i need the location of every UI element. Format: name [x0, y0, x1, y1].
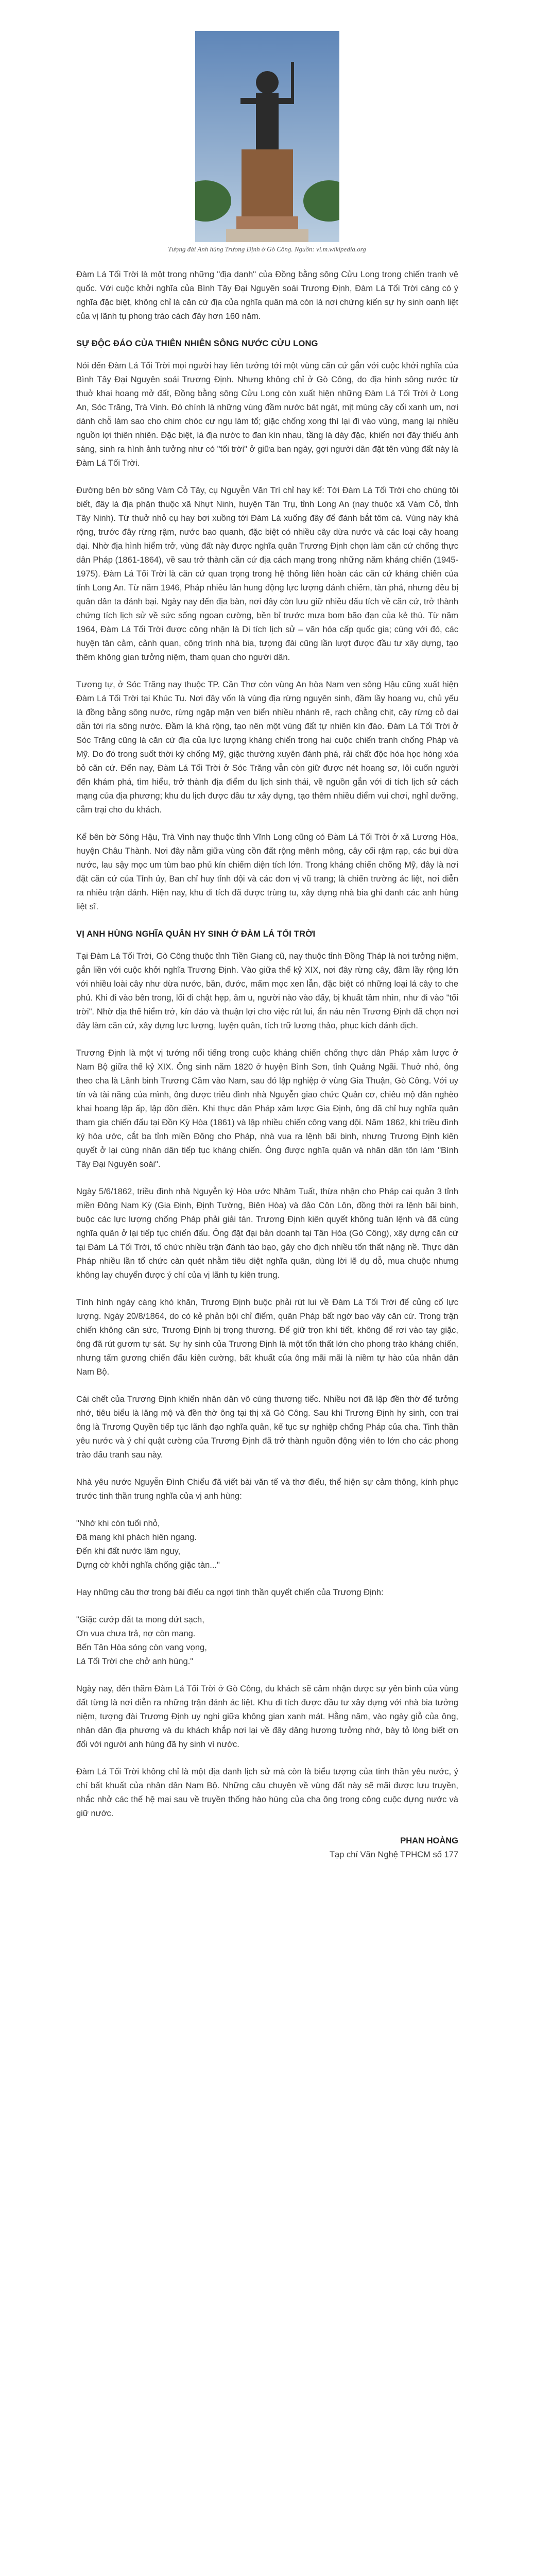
paragraph: Trương Định là một vị tướng nổi tiếng trong cuộc kháng chiến chống thực dân Pháp xâm lược ở Nam Bộ giữa thế kỷ XIX. Ông sinh năm 1820 ở huyện Bình Sơn, tỉnh Quảng Ngãi. Thuở nhỏ, ông theo cha là Lãnh binh Trương Cầm vào Nam, sau đó lập nghiệp ở vùng Gia Thuận, Gò Công. Với uy tín và tài năng của mình, ông được triều đình nhà Nguyễn giao chức Quản cơ, chiêu mộ dân nghèo khai hoang lập ấp, lập đồn điền. Khi thực dân Pháp xâm lược Gia Định, ông đã chỉ huy nghĩa quân tham gia chiến đấu tại Đồn Kỳ Hòa (1861) và lập nhiều chiến công vang dội. Năm 1862, khi triều đình ký hòa ước, cắt ba tỉnh miền Đông cho Pháp, nhà vua ra lệnh bãi binh, nhưng Trương Định kiên quyết ở lại cùng nhân dân tiếp tục kháng chiến. Ông được nghĩa quân và nhân dân tôn làm "Bình Tây Đại Nguyên soái". — [76, 1048, 458, 1169]
paragraph: Nói đến Đàm Lá Tối Trời mọi người hay liên tưởng tới một vùng căn cứ gắn với cuộc khởi nghĩa của Bình Tây Đại Nguyên soái Trương Định. Nhưng không chỉ ở Gò Công, do địa hình sông nước từ thuở khai hoang mở đất, Đồng bằng sông Cửu Long còn xuất hiện những Đàm Lá Tối Trời ở Long An, Sóc Trăng, Trà Vinh. Đó chính là những vùng đầm nước bát ngát, mịt mùng cây cối xanh um, nơi dành chỗ làm sao cho chim chóc cư ngụ làm tổ; giặc chống xong thì lại đi vào vùng, mang lại nhiều nguồn lợi thiên nhiên. Đặc biệt, là địa nước to đan kín nhau, tầng lá dày đặc, khiến nơi đây thiếu ánh sáng, sinh ra hình ảnh tưởng như có "tối trời" ở giữa ban ngày, gợi người dân đặt tên vùng đất này là Đàm Lá Tối Trời. — [76, 361, 458, 468]
poem-line: Bến Tân Hòa sóng còn vang vọng, — [76, 1643, 207, 1652]
poem-line: "Nhớ khi còn tuổi nhỏ, — [76, 1519, 160, 1528]
paragraph: Ngày nay, đến thăm Đàm Lá Tối Trời ở Gò Công, du khách sẽ cảm nhận được sự yên bình của vùng đất từng là nơi diễn ra những trận đánh ác liệt. Khu di tích được đầu tư xây dựng với nhà bia tưởng niệm, tượng đài Trương Định uy nghi giữa không gian xanh mát. Hằng năm, vào ngày giỗ của ông, nhân dân địa phương và du khách khắp nơi lại về đây dâng hương tưởng nhớ, bày tỏ lòng biết ơn đối với người anh hùng đã hy sinh vì nước. — [76, 1684, 458, 1749]
quote-intro: Nhà yêu nước Nguyễn Đình Chiểu đã viết bài văn tế và thơ điếu, thể hiện sự cảm thông, kính phục trước tinh thần trung nghĩa của vị anh hùng: — [76, 1478, 458, 1501]
statue-image — [195, 31, 339, 242]
statue-illustration — [195, 31, 339, 242]
author-signature — [76, 1834, 458, 1862]
paragraph: Đường bên bờ sông Vàm Cỏ Tây, cụ Nguyễn Văn Trí chỉ hay kể: Tới Đàm Lá Tối Trời cho chúng tôi biết, đây là địa phận thuộc xã Nhựt Ninh, huyện Tân Trụ, tỉnh Long An (nay thuộc xã Vàm Cỏ, tỉnh Tây Ninh). Từ thuở nhỏ cụ hay bơi xuồng tới Đàm Lá xuống đây để đánh bắt tôm cá. Vùng này khá rộng, trước đây rừng rậm, nước bao quanh, đặc biệt có nhiều cây dừa nước và các loại cây hoang dại. Nhờ địa hình hiểm trở, vùng đất này được nghĩa quân Trương Định chọn làm căn cứ chống thực dân Pháp (1861-1864), về sau trở thành căn cứ địa cách mạng trong những năm kháng chiến (1945-1975). Đàm Lá Tối Trời là căn cứ quan trọng trong hệ thống liên hoàn các căn cứ kháng chiến của tỉnh Long An. Từ năm 1946, Pháp nhiều lần hung động lực lượng đánh chiếm, tàn phá, nhưng đều bị quân dân ta đánh bại. Ngày nay đến địa bàn, nơi đây còn lưu giữ nhiều dấu tích về căn cứ, trở thành chứng tích lịch sử về sức sống ngoan cường, bền bỉ trước mưa bom bão đạn của kẻ thù. Từ năm 1964, Đàm Lá Tối Trời được công nhận là Di tích lịch sử – văn hóa cấp quốc gia; cùng với đó, các huyện tân cảm, cảnh quan, công trình nhà bia, tượng đài cũng lần lượt được đầu tư xây dựng, tạo thêm không gian tưởng niệm, tham quan cho người dân. — [76, 486, 458, 662]
section-heading-1: SỰ ĐỘC ĐÁO CỦA THIÊN NHIÊN SÔNG NƯỚC CỬU LONG — [76, 339, 318, 348]
paragraph: Tương tự, ở Sóc Trăng nay thuộc TP. Cần Thơ còn vùng An hòa Nam ven sông Hậu cũng xuất hiện Đàm Lá Tối Trời tại Khúc Tu. Nơi đây vốn là vùng địa rừng nguyên sinh, đầm lầy hoang vu, chủ yếu là đồng bằng sông nước, rừng ngập mặn ven biển nhiều nhánh rẽ, rạch chằng chịt, cây rừng cỏ dại dẫn tới rìa sông nước. Đầm lá khá rộng, tạo nên một vùng đất tự nhiên kín đáo. Đàm Lá Tối Trời ở Sóc Trăng cũng là căn cứ địa của lực lượng kháng chiến trong hai cuộc chiến tranh chống Pháp và Mỹ. Do đó trong suốt thời kỳ chống Mỹ, giặc thường xuyên đánh phá, rải chất độc hóa học hòng xóa bỏ căn cứ. Đến nay, Đàm Lá Tối Trời ở Sóc Trăng vẫn còn giữ được nét hoang sơ, lôi cuốn người đến khám phá, tìm hiểu, trở thành địa điểm du lịch sinh thái, về nguồn gắn với di tích lịch sử cách mạng của địa phương; khu du lịch được đầu tư xây dựng, tạo thêm nhiều điểm vui chơi, nghỉ dưỡng, cắm trại cho du khách. — [76, 680, 458, 815]
poem-line: Đã mang khí phách hiên ngang. — [76, 1533, 197, 1542]
paragraph: Ngày 5/6/1862, triều đình nhà Nguyễn ký Hòa ước Nhâm Tuất, thừa nhận cho Pháp cai quản 3 tỉnh miền Đông Nam Kỳ (Gia Định, Định Tường, Biên Hòa) và đảo Côn Lôn, đồng thời ra lệnh bãi binh, buộc các lực lượng chống Pháp phải giải tán. Trương Định kiên quyết không tuân lệnh và đã cùng nghĩa quân ở lại tiếp tục chiến đấu. Ông đặt đại bản doanh tại Tân Hòa (Gò Công), xây dựng căn cứ tại Đàm Lá Tối Trời, tổ chức nhiều trận đánh táo bạo, gây cho địch nhiều tổn thất nặng nề. Thực dân Pháp nhiều lần tổ chức càn quét nhằm tiêu diệt nghĩa quân, dùng lời lẽ dụ dỗ, mua chuộc nhưng không lay chuyển được ý chí của vị lãnh tụ kiên trung. — [76, 1187, 458, 1280]
poem-line: "Giặc cướp đất ta mong dứt sạch, — [76, 1615, 204, 1624]
paragraph: Tình hình ngày càng khó khăn, Trương Định buộc phải rút lui về Đàm Lá Tối Trời để củng cố lực lượng. Ngày 20/8/1864, do có kẻ phản bội chỉ điểm, quân Pháp bất ngờ bao vây căn cứ. Trong trận chiến không cân sức, Trương Định bị trọng thương. Để giữ trọn khí tiết, không để rơi vào tay giặc, ông đã rút gươm tự sát. Sự hy sinh của Trương Định là một tổn thất lớn cho phong trào kháng chiến, nhưng tấm gương chiến đấu kiên cường, bất khuất của ông mãi mãi là niềm tự hào của nhân dân Nam Bộ. — [76, 1298, 458, 1377]
intro-paragraph: Đàm Lá Tối Trời là một trong những "địa danh" của Đồng bằng sông Cửu Long trong chiến tranh vệ quốc. Với cuộc khởi nghĩa của Bình Tây Đại Nguyên soái Trương Định, Đàm Lá Tối Trời càng có ý nghĩa đặc biệt, không chỉ là căn cứ địa của nghĩa quân mà còn là nơi chứng kiến sự hy sinh oanh liệt của vị lãnh tụ phong trào cách đây hơn 160 năm. — [76, 270, 458, 321]
poem-line: Dựng cờ khởi nghĩa chống giặc tàn..." — [76, 1561, 220, 1570]
poem-line: Đến khi đất nước lâm nguy, — [76, 1547, 181, 1556]
poem-quote-1 — [76, 1517, 458, 1572]
author-name: PHAN HOÀNG — [400, 1836, 458, 1845]
article-body — [76, 268, 458, 1862]
image-caption: Tượng đài Anh hùng Trương Định ở Gò Công. Nguồn: vi.m.wikipedia.org — [168, 245, 366, 253]
author-source: Tạp chí Văn Nghệ TPHCM số 177 — [329, 1850, 458, 1859]
poem-line: Lá Tối Trời che chở anh hùng." — [76, 1657, 194, 1666]
poem-quote-2 — [76, 1613, 458, 1669]
paragraph: Đàm Lá Tối Trời không chỉ là một địa danh lịch sử mà còn là biểu tượng của tinh thần yêu nước, ý chí bất khuất của nhân dân Nam Bộ. Những câu chuyện về vùng đất này sẽ mãi được lưu truyền, nhắc nhở các thế hệ mai sau về truyền thống hào hùng của cha ông trong công cuộc dựng nước và giữ nước. — [76, 1767, 458, 1818]
poem-line: Ơn vua chưa trả, nợ còn mang. — [76, 1629, 196, 1638]
section-heading-2: VỊ ANH HÙNG NGHĨA QUÂN HY SINH Ở ĐÀM LÁ TỐI TRỜI — [76, 929, 316, 939]
quote-intro: Hay những câu thơ trong bài điếu ca ngợi tinh thần quyết chiến của Trương Định: — [76, 1588, 384, 1597]
paragraph: Kể bên bờ Sông Hậu, Trà Vinh nay thuộc tỉnh Vĩnh Long cũng có Đàm Lá Tối Trời ở xã Lương Hòa, huyện Châu Thành. Nơi đây nằm giữa vùng cồn đất rộng mênh mông, cây cối rậm rạp, các bụi dừa nước, lau sậy mọc um tùm bao phủ kín chiếm diện tích lớn. Trong kháng chiến chống Mỹ, đây là nơi đặt căn cứ của Tỉnh ủy, Ban chỉ huy tỉnh đội và các đơn vị vũ trang; là chiến trường ác liệt, nơi diễn ra nhiều trận đánh. Hiện nay, khu di tích đã được trùng tu, xây dựng nhà bia ghi danh các anh hùng liệt sĩ. — [76, 833, 458, 911]
paragraph: Tại Đàm Lá Tối Trời, Gò Công thuộc tỉnh Tiền Giang cũ, nay thuộc tỉnh Đồng Tháp là nơi tưởng niệm, gắn liền với cuộc khởi nghĩa Trương Định. Vào giữa thế kỷ XIX, nơi đây rừng cây, đầm lầy rộng lớn với nhiều loài cây như dừa nước, bần, đước, mấm mọc xen lẫn, đặc biệt có những loại lá cây to che phủ. Khi đi vào bên trong, lối đi chật hẹp, âm u, người nào vào đấy, bị khuất tầm nhìn, như đi vào "tối trời". Nhờ địa thế hiểm trở, kín đáo và thuận lợi cho việc rút lui, ẩn náu nên Trương Định đã chọn nơi đây làm căn cứ, xây dựng lực lượng, luyện quân, tích trữ lương thảo, phục kích đánh địch. — [76, 952, 458, 1030]
paragraph: Cái chết của Trương Định khiến nhân dân vô cùng thương tiếc. Nhiều nơi đã lập đền thờ để tưởng nhớ, tiêu biểu là lăng mộ và đền thờ ông tại thị xã Gò Công. Sau khi Trương Định hy sinh, con trai ông là Trương Quyền tiếp tục lãnh đạo nghĩa quân, kế tục sự nghiệp chống Pháp của cha. Tinh thần yêu nước và ý chí quật cường của Trương Định đã trở thành nguồn động viên to lớn cho các phong trào đấu tranh sau này. — [76, 1395, 458, 1460]
